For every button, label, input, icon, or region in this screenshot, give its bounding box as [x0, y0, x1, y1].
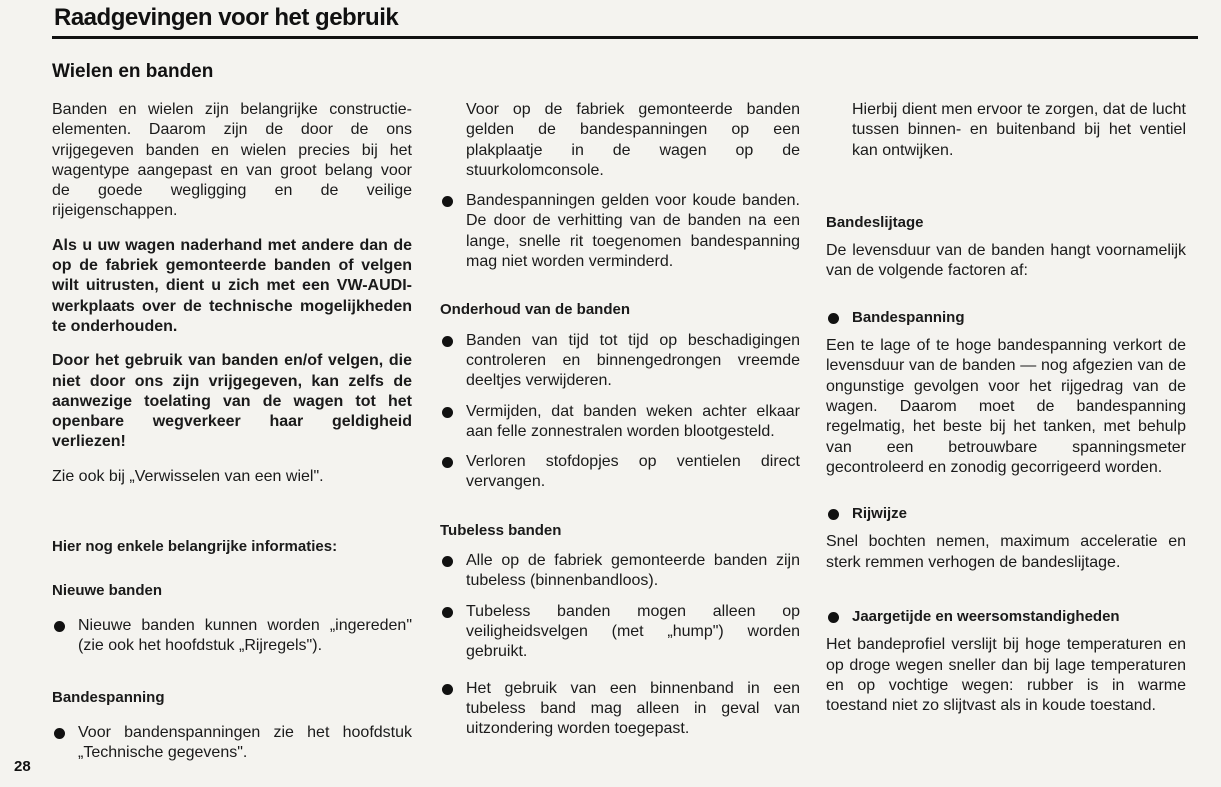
bullet-text: Nieuwe banden kunnen worden „ingereden" (zie ook het hoofdstuk „Rijregels"). — [78, 616, 412, 654]
page-title: Raadgevingen voor het gebruik — [54, 4, 399, 31]
factor-heading-label: Rijwijze — [852, 505, 908, 523]
bullet-icon — [828, 509, 839, 520]
column-left — [52, 100, 412, 763]
bullet-icon — [442, 196, 453, 207]
list-item — [440, 551, 800, 592]
warning-paragraph-1: Als u uw wagen naderhand met andere dan de op de fabriek gemonteerde banden of velgen wilt uitrusten, dient u zich met een VW-AUDI-werkplaats over de technische mogelijkheden te onderhouden. — [52, 236, 412, 335]
bullet-text: Tubeless banden mogen alleen op veiligheidsvelgen (met „hump") worden gebruikt. — [466, 602, 800, 661]
list-item — [52, 616, 412, 657]
pressure-continued-paragraph: Voor op de fabriek gemonteerde banden gelden de bandespanningen op een plakplaatje in de wagen op de stuurkolomconsole. — [466, 101, 800, 179]
tube-continued-paragraph: Hierbij dient men ervoor te zorgen, dat de lucht tussen binnen- en buitenband bij het ventiel kan ontwijken. — [852, 101, 1186, 159]
list-item — [440, 602, 800, 663]
factor-paragraph: Het bandeprofiel verslijt bij hoge temperaturen en op droge wegen sneller dan bij lage temperaturen en op vochtige wegen: rubber is in warme toestand niet zo slijtvast als in koude toestand. — [826, 636, 1186, 715]
factor-heading-label: Jaargetijde en weersomstandigheden — [852, 608, 1120, 626]
info-heading: Hier nog enkele belangrijke informaties: — [52, 538, 338, 556]
bullet-icon — [442, 407, 453, 418]
bullet-text: Voor bandenspanningen zie het hoofdstuk „Technische gegevens". — [78, 723, 412, 761]
bullet-icon — [442, 556, 453, 567]
bullet-text: Alle op de fabriek gemonteerde banden zijn tubeless (binnenbandloos). — [466, 552, 800, 590]
column-right — [826, 100, 1186, 717]
factor-heading-label: Bandespanning — [852, 308, 965, 326]
list-item — [440, 452, 800, 493]
factor-heading — [826, 504, 1186, 524]
maintenance-heading: Onderhoud van de banden — [440, 301, 631, 319]
warning-paragraph-2: Door het gebruik van banden en/of velgen, die niet door ons zijn vrijgegeven, kan zelfs de aanwezige toelating van de wagen tot het openbare wegverkeer haar geldigheid verliezen! — [52, 352, 412, 451]
bullet-text: Verloren stofdopjes op ventielen direct vervangen. — [466, 453, 800, 491]
column-middle — [440, 100, 800, 739]
bullet-icon — [828, 612, 839, 623]
list-item — [440, 331, 800, 392]
list-item — [440, 679, 800, 740]
bullet-text: Bandespanningen gelden voor koude banden. De door de verhitting van de banden na een lange, snelle rit toegenomen bandespanning mag niet worden verminderd. — [466, 192, 800, 271]
bullet-icon — [442, 607, 453, 618]
factor-paragraph: Snel bochten nemen, maximum acceleratie en sterk remmen verhogen de bandeslijtage. — [826, 533, 1186, 571]
wear-heading: Bandeslijtage — [826, 213, 924, 231]
list-item — [440, 191, 800, 272]
section-title: Wielen en banden — [52, 61, 214, 82]
new-tires-heading: Nieuwe banden — [52, 582, 163, 600]
bullet-icon — [442, 336, 453, 347]
bullet-text: Het gebruik van een binnenband in een tubeless band mag alleen in geval van uitzondering worden toegepast. — [466, 679, 800, 738]
pressure-heading: Bandespanning — [52, 689, 165, 707]
bullet-icon — [442, 684, 453, 695]
bullet-icon — [54, 728, 65, 739]
factor-heading — [826, 607, 1186, 627]
list-item — [52, 723, 412, 764]
page-number: 28 — [14, 758, 31, 775]
list-item — [440, 402, 800, 443]
title-rule — [52, 36, 1198, 39]
bullet-text: Vermijden, dat banden weken achter elkaar aan felle zonnestralen worden blootgesteld. — [466, 402, 800, 440]
bullet-icon — [54, 621, 65, 632]
bullet-icon — [828, 313, 839, 324]
bullet-text: Banden van tijd tot tijd op beschadigingen controleren en binnengedrongen vreemde deeltjes verwijderen. — [466, 331, 800, 390]
intro-paragraph: Banden en wielen zijn belangrijke constructie-elementen. Daarom zijn de door de ons vrijgegeven banden en wielen precies bij het wagentype aangepast en van groot belang voor de goede wegligging en de veilige rijeigenschappen. — [52, 101, 412, 220]
factor-paragraph: Een te lage of te hoge bandespanning verkort de levensduur van de banden — nog afgezien van de ongunstige gevolgen voor het rijgedrag van de wagen. Daarom moet de bandespanning regelmatig, het beste bij het tanken, met behulp van een betrouwbare spanningsmeter gecontroleerd en zonodig gecorrigeerd worden. — [826, 337, 1186, 476]
factor-heading — [826, 308, 1186, 328]
bullet-icon — [442, 457, 453, 468]
tubeless-heading: Tubeless banden — [440, 521, 562, 539]
wear-intro-paragraph: De levensduur van de banden hangt voornamelijk van de volgende factoren af: — [826, 242, 1186, 280]
see-also-paragraph: Zie ook bij „Verwisselen van een wiel". — [52, 467, 324, 485]
